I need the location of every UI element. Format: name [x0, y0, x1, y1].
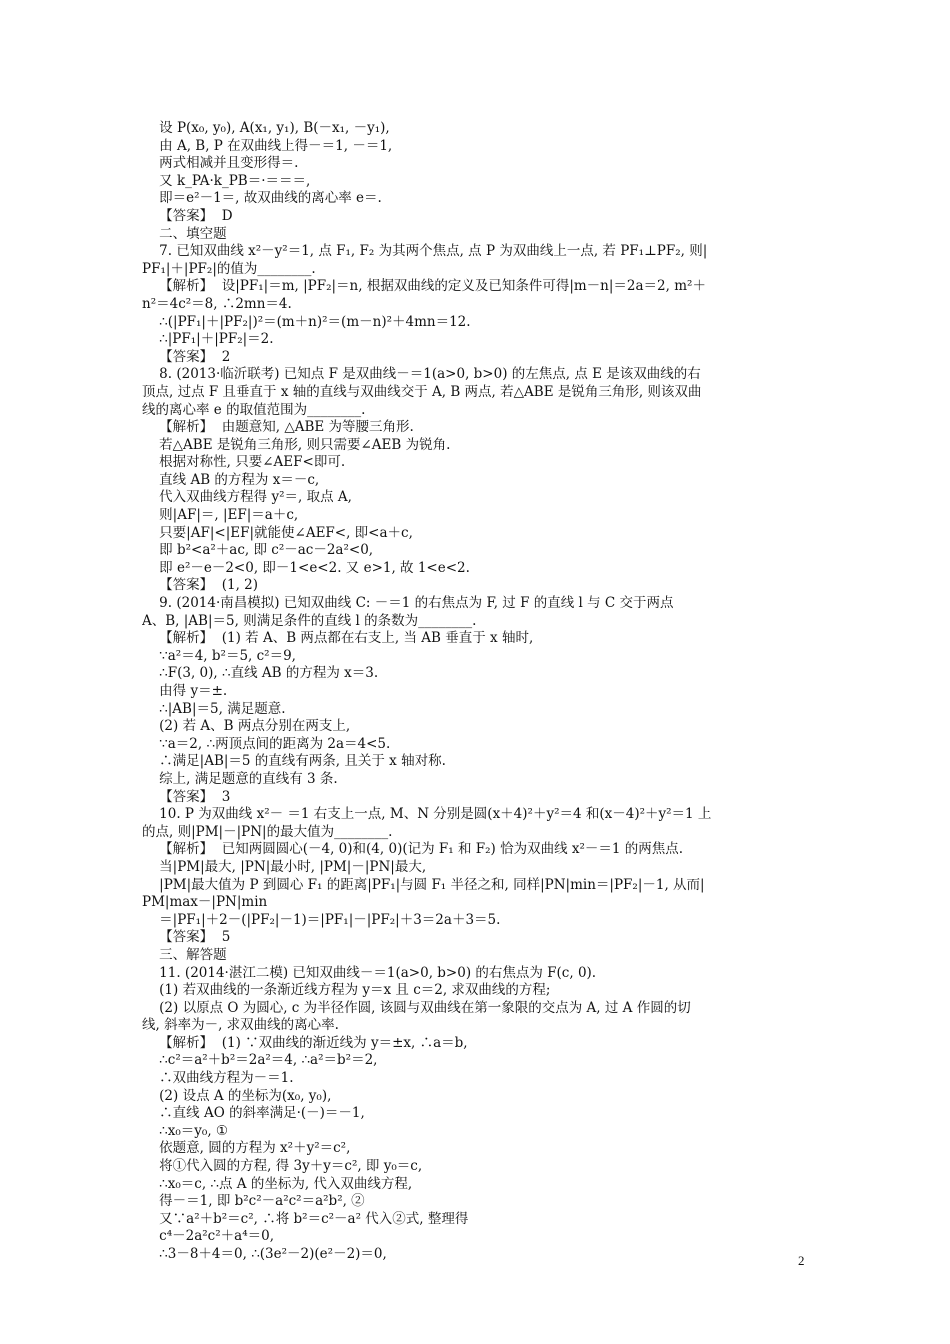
- text-line: PF₁|＋|PF₂|的值为________.: [142, 260, 316, 277]
- text-line: 【解析】 设|PF₁|＝m, |PF₂|＝n, 根据双曲线的定义及已知条件可得|m－n|＝2a＝2, m²＋: [142, 278, 706, 295]
- text-line: 综上, 满足题意的直线有 3 条.: [142, 770, 338, 787]
- text-line: A、B, |AB|＝5, 则满足条件的直线 l 的条数为________.: [142, 612, 477, 629]
- text-line: 11. (2014·湛江二模) 已知双曲线－＝1(a>0, b>0) 的右焦点为 F(c, 0).: [142, 964, 597, 981]
- text-line: 依题意, 圆的方程为 x²＋y²＝c²,: [142, 1140, 351, 1157]
- text-line: 将①代入圆的方程, 得 3y＋y＝c², 即 y₀＝c,: [142, 1158, 423, 1175]
- text-line: 代入双曲线方程得 y²＝, 取点 A,: [142, 489, 352, 506]
- text-line: (2) 若 A、B 两点分别在两支上,: [142, 718, 351, 735]
- text-line: 【答案】 3: [142, 788, 231, 805]
- text-line: ∴3－8＋4＝0, ∴(3e²－2)(e²－2)＝0,: [142, 1246, 387, 1262]
- text-line: 又 k_PA·k_PB＝·＝＝＝,: [142, 172, 311, 189]
- text-line: 【解析】 (1) 若 A、B 两点都在右支上, 当 AB 垂直于 x 轴时,: [142, 630, 534, 647]
- text-line: |PM|最大值为 P 到圆心 F₁ 的距离|PF₁|与圆 F₁ 半径之和, 同样|PN|min＝|PF₂|－1, 从而|: [142, 876, 705, 893]
- text-line: 二、填空题: [142, 225, 227, 242]
- text-line: 的点, 则|PM|－|PN|的最大值为________.: [142, 823, 393, 840]
- text-line: ∴F(3, 0), ∴直线 AB 的方程为 x＝3.: [142, 665, 379, 682]
- text-line: ∴|PF₁|＋|PF₂|＝2.: [142, 331, 274, 348]
- text-line: 则|AF|＝, |EF|＝a＋c,: [142, 507, 299, 524]
- text-line: 由得 y＝±.: [142, 683, 228, 699]
- text-line: 【解析】 由题意知, △ABE 为等腰三角形.: [142, 419, 414, 436]
- text-line: ∴(|PF₁|＋|PF₂|)²＝(m＋n)²＝(m－n)²＋4mn＝12.: [142, 313, 471, 330]
- text-line: 【答案】 D: [142, 207, 233, 224]
- page-number: 2: [798, 1253, 805, 1268]
- text-line: 即 e²－e－2<0, 即－1<e<2. 又 e>1, 故 1<e<2.: [142, 559, 470, 576]
- text-line: 两式相减并且变形得＝.: [142, 155, 299, 172]
- text-line: 由 A, B, P 在双曲线上得－＝1, －＝1,: [142, 137, 393, 154]
- text-line: ∵a＝2, ∴两顶点间的距离为 2a＝4<5.: [142, 735, 391, 752]
- text-line: (1) 若双曲线的一条渐近线方程为 y＝x 且 c＝2, 求双曲线的方程;: [142, 982, 551, 999]
- text-line: 【答案】 2: [142, 348, 231, 365]
- text-line: ∴x₀＝c, ∴点 A 的坐标为, 代入双曲线方程,: [142, 1175, 413, 1192]
- text-line: 8. (2013·临沂联考) 已知点 F 是双曲线－＝1(a>0, b>0) 的左焦点, 点 E 是该双曲线的右: [142, 366, 701, 383]
- text-line: (2) 以原点 O 为圆心, c 为半径作圆, 该圆与双曲线在第一象限的交点为 A, 过 A 作圆的切: [142, 999, 691, 1016]
- text-line: 只要|AF|<|EF|就能使∠AEF<, 即<a＋c,: [142, 524, 413, 541]
- text-line: ∵a²＝4, b²＝5, c²＝9,: [142, 647, 296, 664]
- text-line: 得－＝1, 即 b²c²－a²c²＝a²b², ②: [142, 1193, 365, 1210]
- text-line: 线的离心率 e 的取值范围为________.: [142, 401, 366, 418]
- text-line: 9. (2014·南昌模拟) 已知双曲线 C: －＝1 的右焦点为 F, 过 F 的直线 l 与 C 交于两点: [142, 595, 674, 612]
- text-line: (2) 设点 A 的坐标为(x₀, y₀),: [142, 1087, 332, 1104]
- document-body: [142, 120, 812, 1264]
- text-line: 直线 AB 的方程为 x＝－c,: [142, 471, 320, 488]
- text-line: ∴|AB|＝5, 满足题意.: [142, 700, 286, 717]
- text-line: 【解析】 (1) ∵双曲线的渐近线为 y＝±x, ∴a＝b,: [142, 1034, 468, 1051]
- text-line: 三、解答题: [142, 946, 227, 963]
- text-line: ＝|PF₁|＋2－(|PF₂|－1)＝|PF₁|－|PF₂|＋3＝2a＋3＝5.: [142, 911, 501, 928]
- text-line: ∴直线 AO 的斜率满足·(－)＝－1,: [142, 1105, 365, 1122]
- text-line: 即 b²<a²＋ac, 即 c²－ac－2a²<0,: [142, 542, 374, 559]
- text-line: 【答案】 5: [142, 929, 231, 946]
- text-line: 【解析】 已知两圆圆心(－4, 0)和(4, 0)(记为 F₁ 和 F₂) 恰为双曲线 x²－＝1 的两焦点.: [142, 841, 684, 858]
- text-line: 7. 已知双曲线 x²－y²＝1, 点 F₁, F₂ 为其两个焦点, 点 P 为双曲线上一点, 若 PF₁⊥PF₂, 则|: [142, 243, 708, 260]
- text-line: 设 P(x₀, y₀), A(x₁, y₁), B(－x₁, －y₁),: [142, 120, 390, 136]
- text-line: n²＝4c²＝8, ∴2mn＝4.: [142, 295, 292, 312]
- text-line: 根据对称性, 只要∠AEF<即可.: [142, 454, 346, 471]
- text-line: 【答案】 (1, 2): [142, 577, 259, 594]
- text-line: 当|PM|最大, |PN|最小时, |PM|－|PN|最大,: [142, 858, 427, 875]
- text-line: ∴c²＝a²＋b²＝2a²＝4, ∴a²＝b²＝2,: [142, 1052, 378, 1069]
- text-line: c⁴－2a²c²＋a⁴＝0,: [142, 1228, 275, 1245]
- text-line: 10. P 为双曲线 x²－ ＝1 右支上一点, M、N 分别是圆(x＋4)²＋y²＝4 和(x－4)²＋y²＝1 上: [142, 806, 712, 823]
- text-line: PM|max－|PN|min: [142, 894, 268, 911]
- text-line: 顶点, 过点 F 且垂直于 x 轴的直线与双曲线交于 A, B 两点, 若△ABE 是锐角三角形, 则该双曲: [142, 383, 702, 400]
- text-line: 即＝e²－1＝, 故双曲线的离心率 e＝.: [142, 190, 382, 207]
- text-line: 线, 斜率为－, 求双曲线的离心率.: [142, 1017, 339, 1034]
- text-line: ∴满足|AB|＝5 的直线有两条, 且关于 x 轴对称.: [142, 753, 446, 770]
- text-line: 又∵a²＋b²＝c², ∴将 b²＝c²－a² 代入②式, 整理得: [142, 1210, 469, 1227]
- text-line: 若△ABE 是锐角三角形, 则只需要∠AEB 为锐角.: [142, 436, 451, 453]
- text-line: ∴双曲线方程为－＝1.: [142, 1070, 294, 1087]
- text-line: ∴x₀＝y₀, ①: [142, 1122, 229, 1139]
